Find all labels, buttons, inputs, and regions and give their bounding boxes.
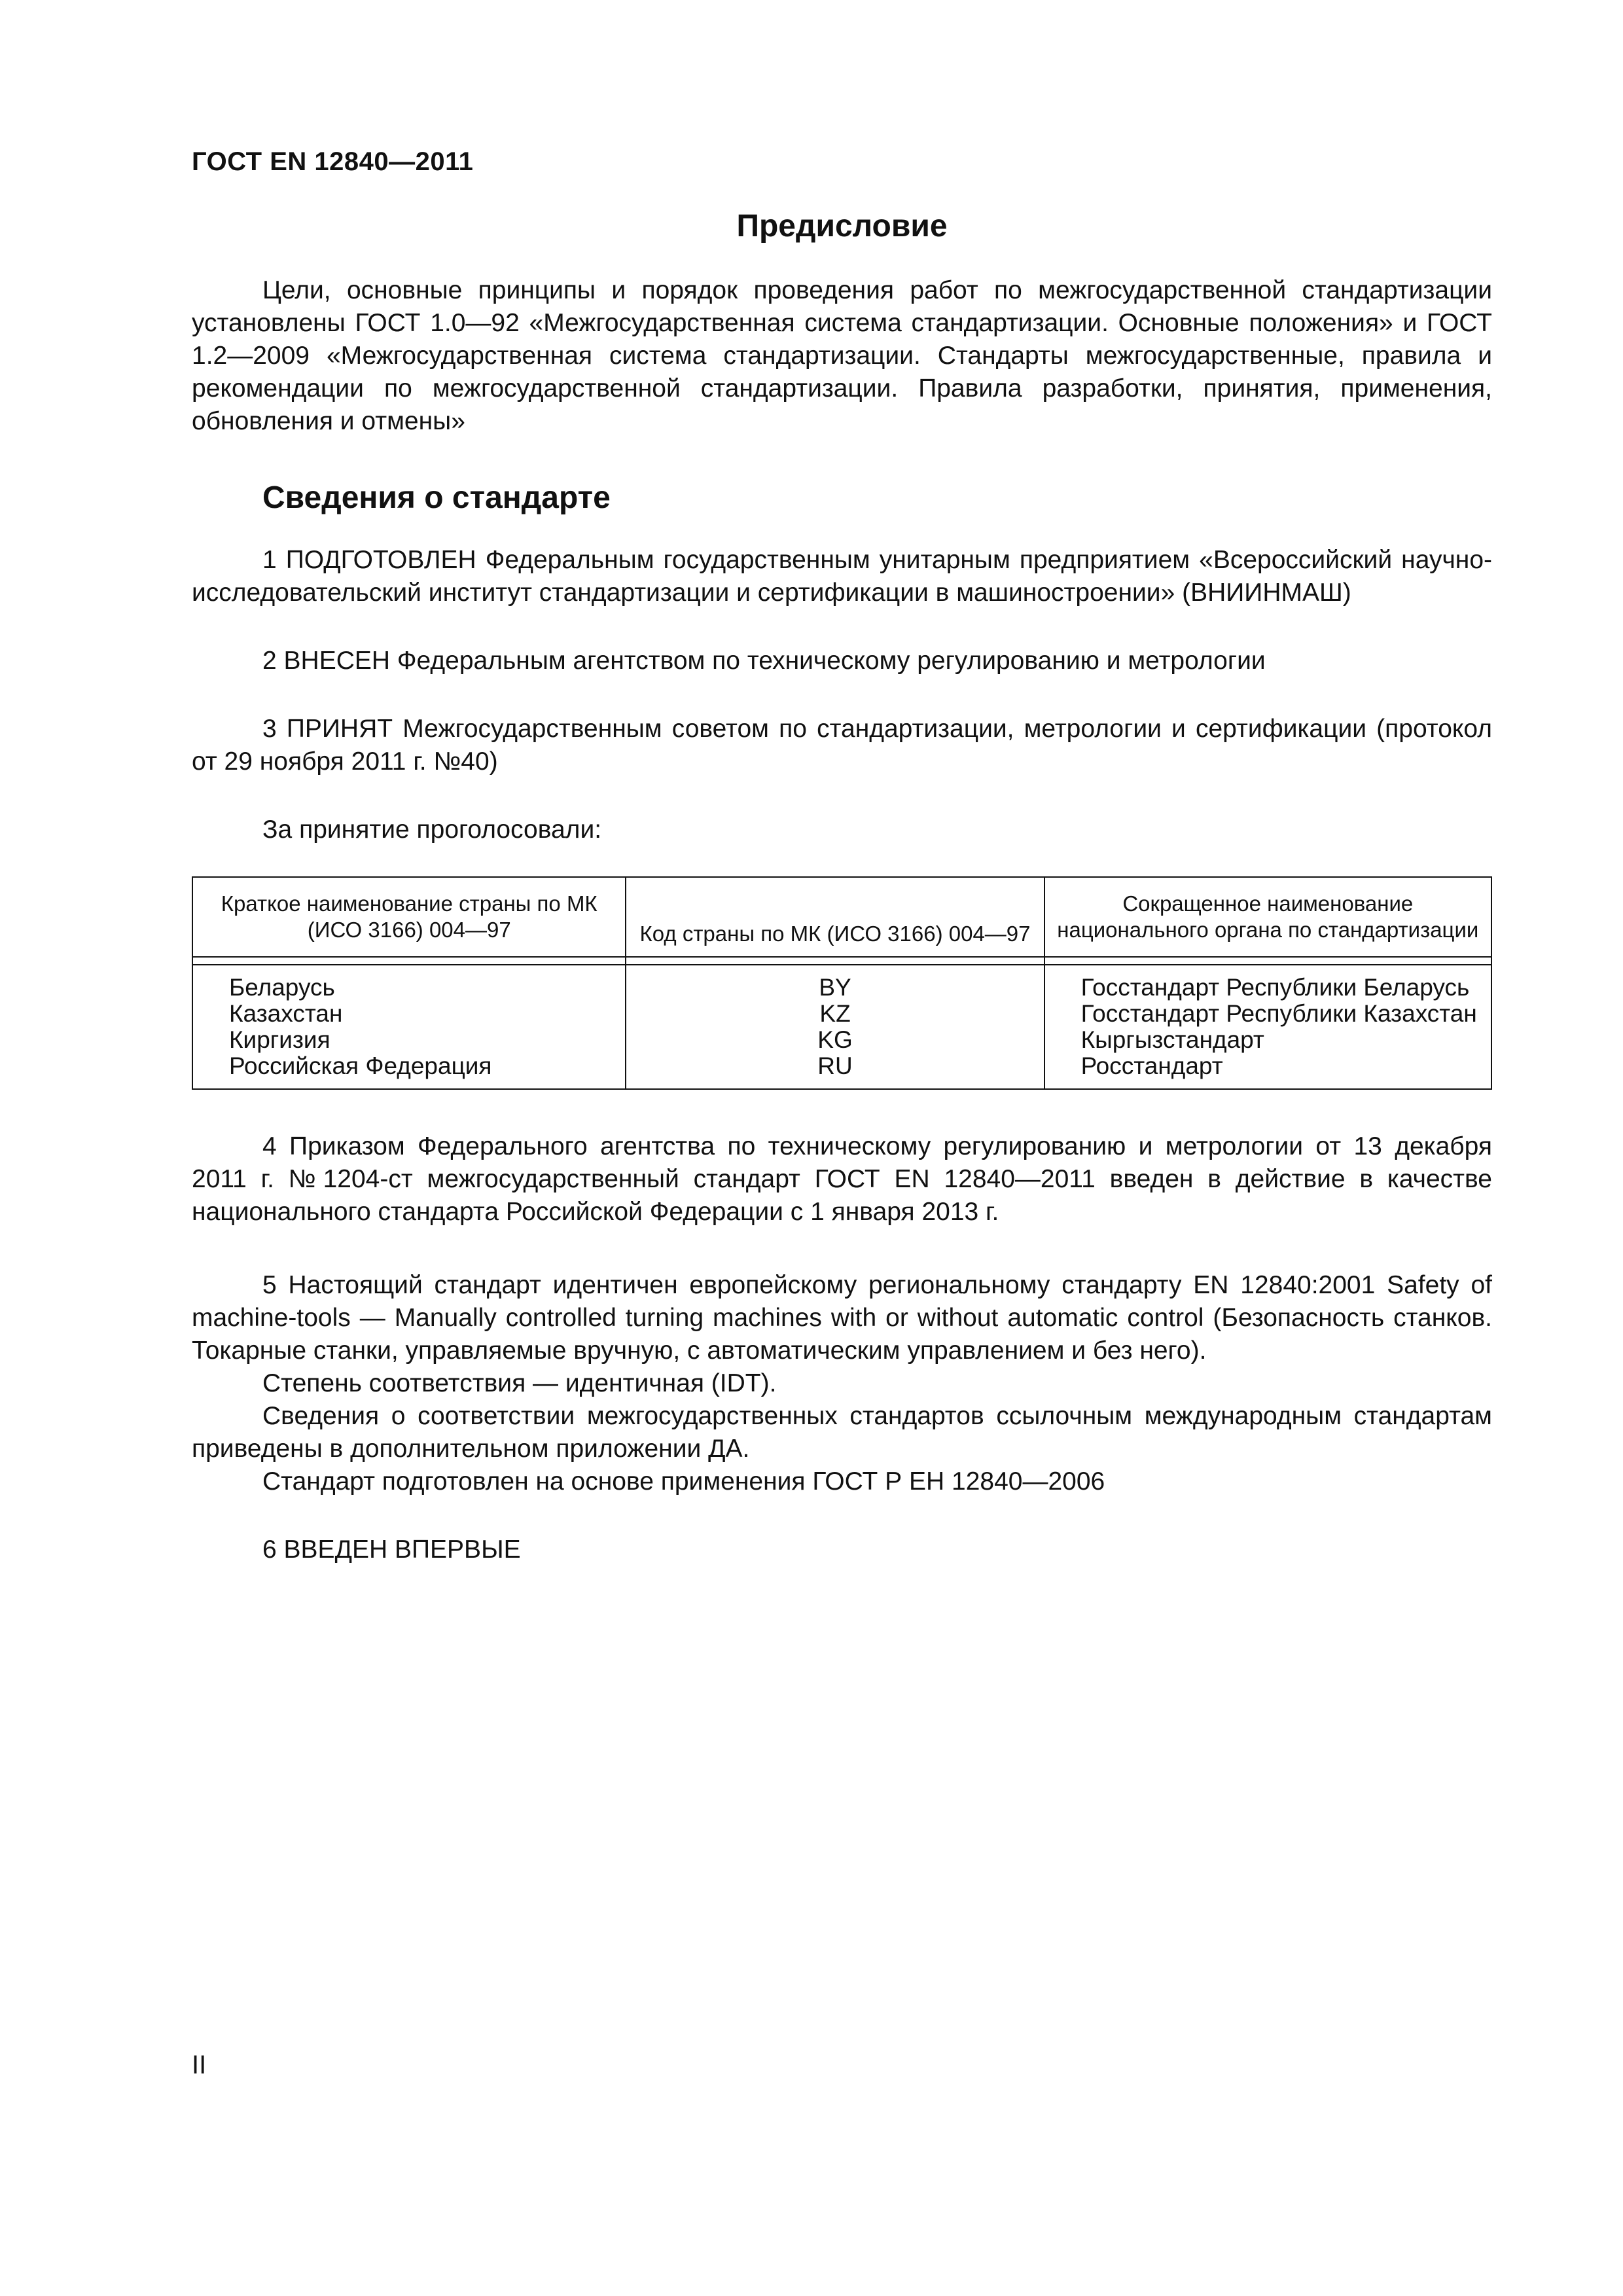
country-cell: Казахстан (229, 1000, 343, 1027)
voting-table (192, 876, 1492, 1090)
document-code-header: ГОСТ EN 12840—2011 (192, 147, 474, 176)
info-item-5: 5 Настоящий стандарт идентичен европейскому региональному стандарту EN 12840:2001 Safety of machine-tools — Manually controlled turning machines with or without automatic control (Безопасность станков. Токарные станки, управляемые вручную, с автоматическим управлением и без него). (192, 1271, 1492, 1365)
country-column (192, 965, 626, 1089)
document-content (192, 207, 1492, 1566)
table-header-code: Код страны по МК (ИСО 3166) 004—97 (626, 877, 1044, 957)
code-column (626, 965, 1044, 1089)
country-cell: Киргизия (229, 1026, 330, 1053)
table-separator (192, 957, 1491, 965)
info-item-6: 6 ВВЕДЕН ВПЕРВЫЕ (262, 1535, 521, 1564)
body-column (1044, 965, 1491, 1089)
info-item-1: 1 ПОДГОТОВЛЕН Федеральным государственным унитарным предприятием «Всероссийский научно-исследовательский институт стандартизации и сертификации в машиностроении» (ВНИИНМАШ) (192, 546, 1492, 607)
standard-info-title: Сведения о стандарте (262, 480, 611, 515)
body-cell: Кыргызстандарт (1080, 1026, 1264, 1053)
body-cell: Росстандарт (1080, 1052, 1223, 1079)
code-cell: RU (817, 1052, 853, 1079)
table-header-body: Сокращенное наименование национального органа по стандартизации (1044, 877, 1491, 957)
info-item-5-refs: Сведения о соответствии межгосударственных стандартов ссылочным международным стандартам приведены в дополнительном приложении ДА. (192, 1402, 1492, 1463)
info-item-5-degree: Степень соответствия — идентичная (IDT). (262, 1369, 777, 1397)
country-cell: Беларусь (229, 974, 335, 1001)
country-cell: Российская Федерация (229, 1052, 492, 1079)
body-cell: Госстандарт Республики Беларусь (1080, 974, 1470, 1001)
info-item-4: 4 Приказом Федерального агентства по техническому регулированию и метрологии от 13 декабря 2011 г. №1204-ст межгосударственный стандарт ГОСТ EN 12840—2011 введен в действие в качестве национального стандарта Российской Федерации с 1 января 2013 г. (192, 1132, 1492, 1226)
info-item-2: 2 ВНЕСЕН Федеральным агентством по техническому регулированию и метрологии (262, 647, 1266, 675)
table-header-row (192, 877, 1491, 957)
table-row (192, 965, 1491, 1089)
code-cell: BY (819, 974, 851, 1001)
table-header-country: Краткое наименование страны по МК (ИСО 3166) 004—97 (192, 877, 626, 957)
code-cell: KG (817, 1026, 853, 1053)
preface-text: Цели, основные принципы и порядок проведения работ по межгосударственной стандартизации установлены ГОСТ 1.0—92 «Межгосударственная система стандартизации. Основные положения» и ГОСТ 1.2—2009 «Межгосударственная система стандартизации. Стандарты межгосударственные, правила и рекомендации по межгосударственной стандартизации. Правила разработки, принятия, применения, обновления и отмены» (192, 276, 1492, 435)
preface-title: Предисловие (736, 209, 948, 243)
voted-label: За принятие проголосовали: (262, 816, 602, 844)
page-number: II (192, 2051, 207, 2079)
info-item-3: 3 ПРИНЯТ Межгосударственным советом по стандартизации, метрологии и сертификации (протокол от 29 ноября 2011 г. №40) (192, 715, 1492, 776)
info-item-5-basis: Стандарт подготовлен на основе применения ГОСТ Р ЕН 12840—2006 (262, 1467, 1105, 1496)
body-cell: Госстандарт Республики Казахстан (1080, 1000, 1477, 1027)
code-cell: KZ (819, 1000, 851, 1027)
